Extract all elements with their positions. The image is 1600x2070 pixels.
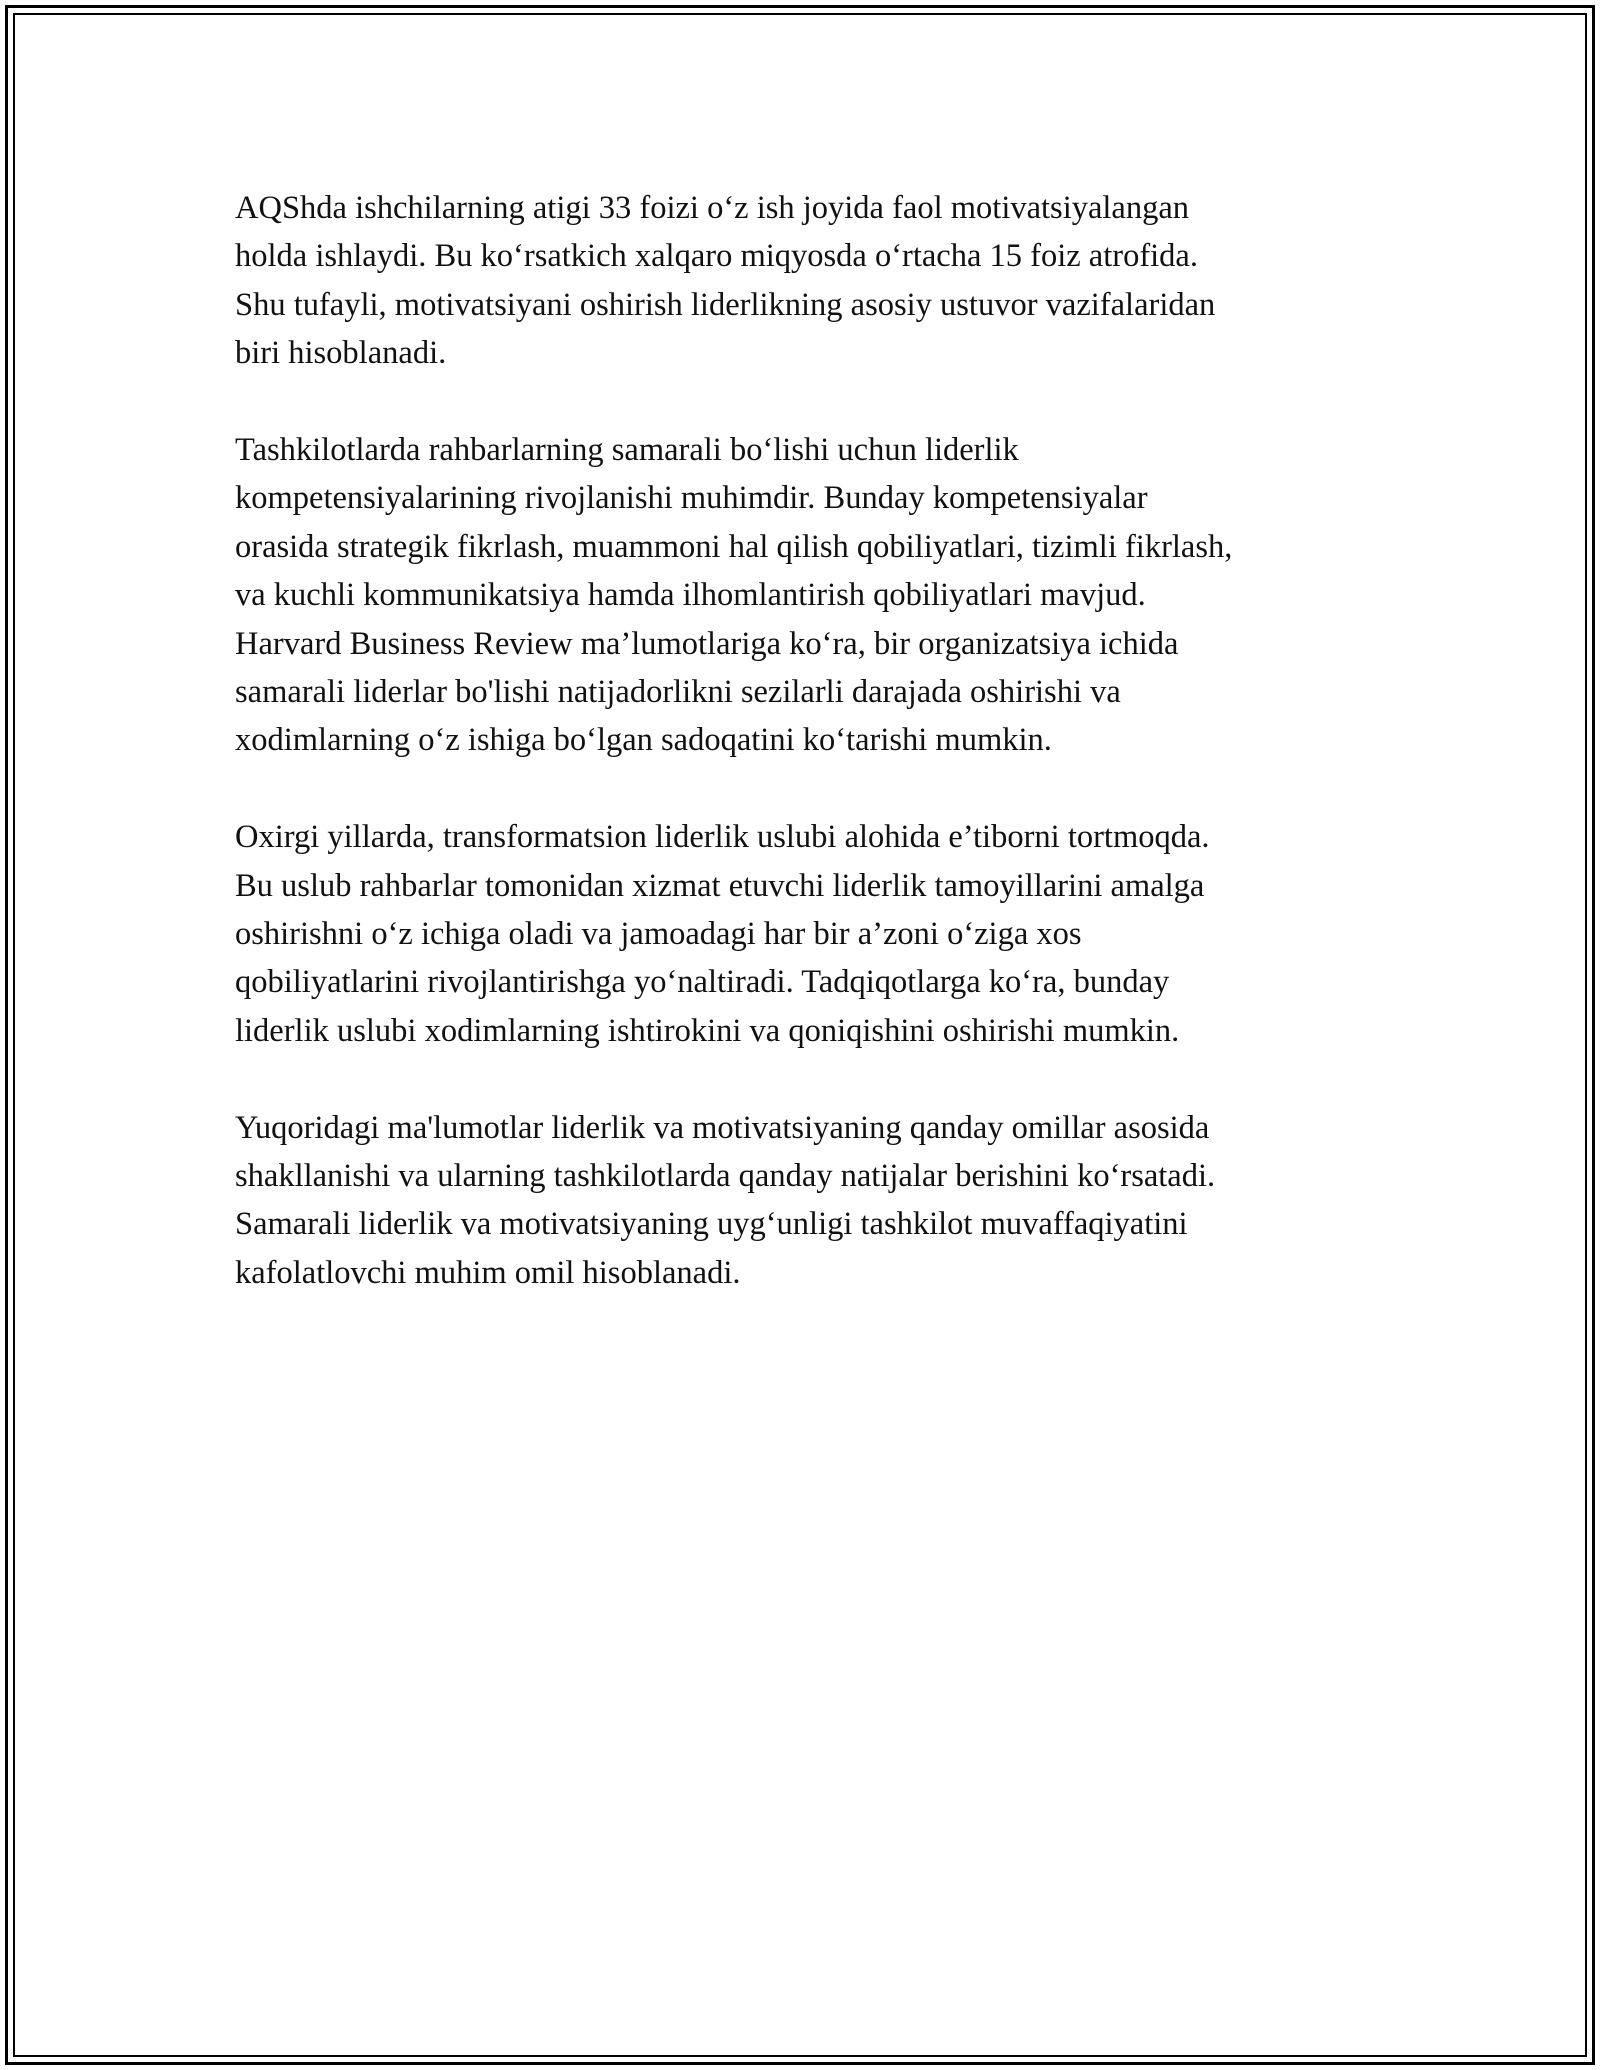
paragraph-transformational-leadership	[235, 813, 1405, 1055]
text-line: AQShda ishchilarning atigi 33 foizi o‘z ish joyida faol motivatsiyalangan	[235, 190, 1190, 226]
paragraph-motivation-statistics	[235, 184, 1405, 378]
text-line: Bu uslub rahbarlar tomonidan xizmat etuvchi liderlik tamoyillarini amalga	[235, 867, 1205, 904]
text-line: shakllanishi va ularning tashkilotlarda qanday natijalar berishini ko‘rsatadi.	[235, 1158, 1216, 1195]
text-line: Samarali liderlik va motivatsiyaning uyg‘unligi tashkilot muvaffaqiyatini	[235, 1206, 1188, 1243]
paragraph-leadership-competencies	[235, 426, 1405, 765]
text-line: Tashkilotlarda rahbarlarning samarali bo‘lishi uchun liderlik	[235, 432, 1019, 469]
text-line: liderlik uslubi xodimlarning ishtirokini va qoniqishini oshirishi mumkin.	[235, 1012, 1180, 1049]
text-line: samarali liderlar bo'lishi natijadorlikni sezilarli darajada oshirishi va	[235, 674, 1121, 711]
text-line: Harvard Business Review ma’lumotlariga ko‘ra, bir organizatsiya ichida	[235, 625, 1179, 662]
text-line: qobiliyatlarini rivojlantirishga yo‘naltiradi. Tadqiqotlarga ko‘ra, bunday	[235, 964, 1170, 1001]
paragraph-conclusion	[235, 1104, 1405, 1298]
text-line: oshirishni o‘z ichiga oladi va jamoadagi har bir a’zoni o‘ziga xos	[235, 916, 1082, 953]
document-page	[5, 5, 1595, 2065]
text-line: holda ishlaydi. Bu ko‘rsatkich xalqaro miqyosda o‘rtacha 15 foiz atrofida.	[235, 238, 1198, 275]
text-line: kafolatlovchi muhim omil hisoblanadi.	[235, 1254, 741, 1291]
document-body	[235, 184, 1405, 1346]
text-line: Yuqoridagi ma'lumotlar liderlik va motivatsiyaning qanday omillar asosida	[235, 1109, 1210, 1146]
text-line: kompetensiyalarining rivojlanishi muhimdir. Bunday kompetensiyalar	[235, 480, 1148, 517]
text-line: xodimlarning o‘z ishiga bo‘lgan sadoqatini ko‘tarishi mumkin.	[235, 722, 1052, 759]
text-line: orasida strategik fikrlash, muammoni hal qilish qobiliyatlari, tizimli fikrlash,	[235, 528, 1233, 565]
text-line: Oxirgi yillarda, transformatsion liderlik uslubi alohida e’tiborni tortmoqda.	[235, 819, 1210, 856]
text-line: Shu tufayli, motivatsiyani oshirish liderlikning asosiy ustuvor vazifalaridan	[235, 286, 1216, 323]
text-line: va kuchli kommunikatsiya hamda ilhomlantirish qobiliyatlari mavjud.	[235, 577, 1146, 614]
text-line: biri hisoblanadi.	[235, 335, 447, 372]
